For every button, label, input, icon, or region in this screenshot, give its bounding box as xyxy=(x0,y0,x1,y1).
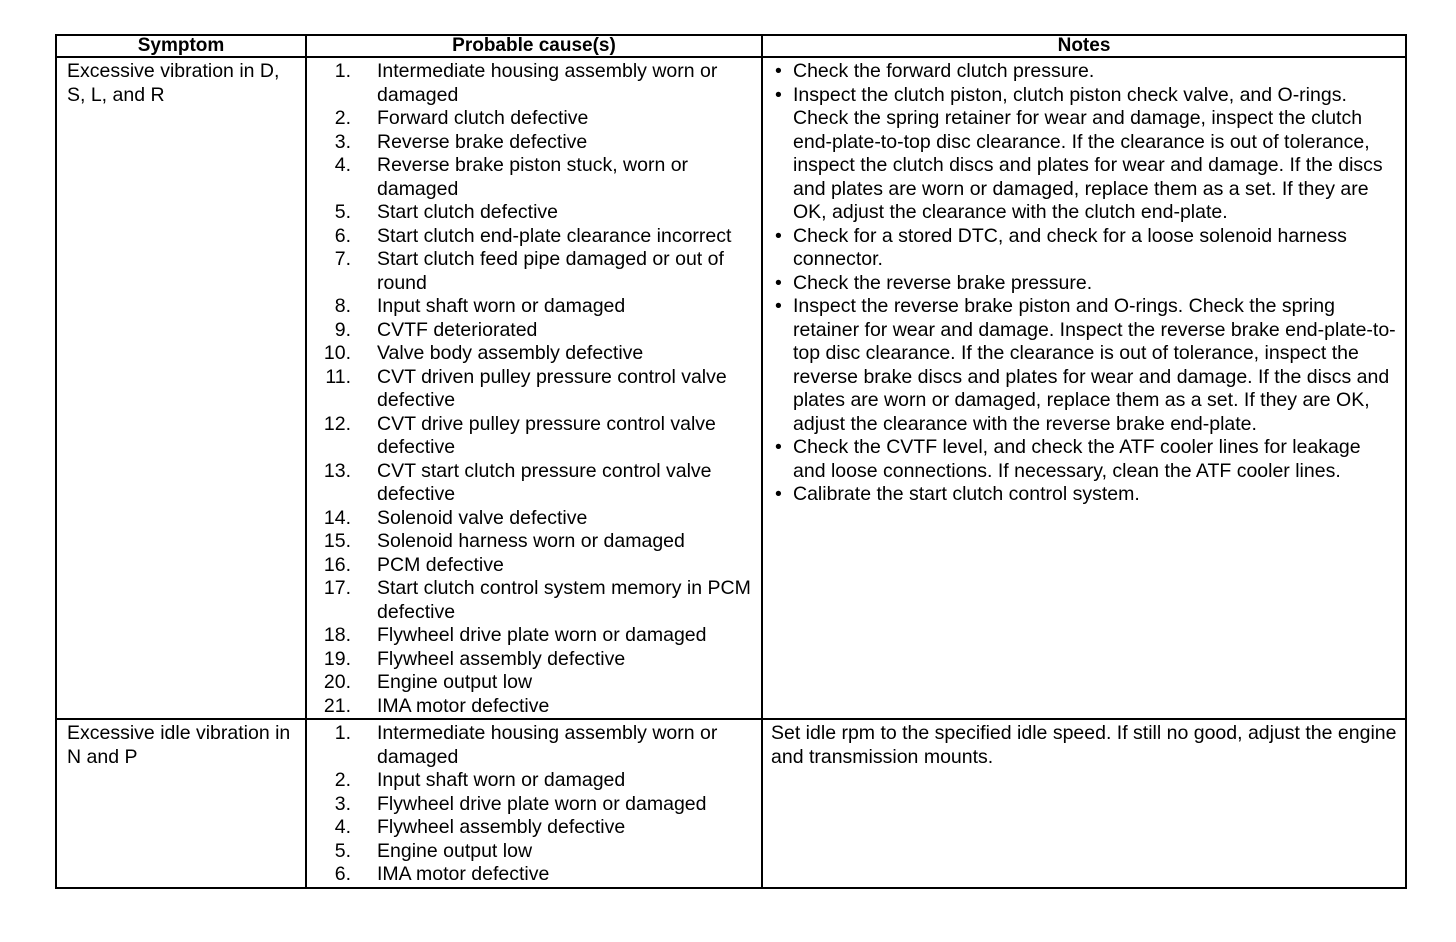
bullet-icon: • xyxy=(775,271,782,294)
cause-text: Valve body assembly defective xyxy=(377,342,644,364)
cause-number: 11. xyxy=(325,365,351,388)
header-notes: Notes xyxy=(762,35,1406,57)
cause-item xyxy=(307,554,753,578)
causes-list xyxy=(307,60,753,718)
cause-number: 16. xyxy=(323,553,351,576)
cause-text: Engine output low xyxy=(377,671,533,693)
cause-item xyxy=(307,342,753,366)
note-text: Check the reverse brake pressure. xyxy=(793,271,1093,294)
cause-number: 13. xyxy=(323,459,351,482)
cause-text: IMA motor defective xyxy=(377,863,550,885)
cause-text: Intermediate housing assembly worn or damaged xyxy=(377,722,718,768)
cause-item xyxy=(307,507,753,531)
cause-number: 20. xyxy=(323,671,351,693)
cause-number: 6. xyxy=(334,863,351,885)
cause-item xyxy=(307,648,753,672)
cause-item xyxy=(307,624,753,648)
cause-text: Reverse brake defective xyxy=(377,130,588,153)
cause-text: Solenoid harness worn or damaged xyxy=(377,530,685,552)
cause-text: Flywheel drive plate worn or damaged xyxy=(377,624,707,646)
cause-number: 5. xyxy=(334,201,351,223)
cause-text: IMA motor defective xyxy=(377,694,550,717)
cause-number: 15. xyxy=(323,530,351,552)
bullet-icon: • xyxy=(775,83,782,106)
cause-text: Flywheel assembly defective xyxy=(377,647,626,670)
cause-item xyxy=(307,225,753,249)
cause-number: 18. xyxy=(323,624,351,646)
header-symptom: Symptom xyxy=(56,35,306,57)
bullet-icon: • xyxy=(775,295,782,317)
bullet-icon: • xyxy=(775,436,782,458)
causes-cell xyxy=(306,57,762,719)
cause-number: 12. xyxy=(323,412,351,435)
header-row xyxy=(56,35,1406,57)
cause-number: 1. xyxy=(334,60,351,82)
note-text: Calibrate the start clutch control system. xyxy=(793,483,1140,505)
cause-text: Input shaft worn or damaged xyxy=(377,769,626,791)
cause-item xyxy=(307,201,753,225)
cause-item xyxy=(307,840,753,864)
cause-number: 3. xyxy=(334,130,351,153)
cause-number: 8. xyxy=(334,295,351,317)
cause-text: Flywheel assembly defective xyxy=(377,816,626,838)
cause-number: 2. xyxy=(334,107,351,129)
cause-item xyxy=(307,366,753,413)
note-text: Inspect the reverse brake piston and O-rings. Check the spring retainer for wear and damage. Inspect the reverse brake end-plate-to-top disc clearance. If the clearance is out of tolerance, inspect the reverse brake discs and plates for wear and damage. If the discs and plates are worn or damaged, replace them as a set. If they are OK, adjust the clearance with the reverse brake end-plate. xyxy=(793,295,1396,435)
note-item xyxy=(771,295,1397,436)
cause-item xyxy=(307,577,753,624)
cause-text: CVT start clutch pressure control valve defective xyxy=(377,459,712,505)
cause-text: Start clutch end-plate clearance incorrect xyxy=(377,224,732,247)
cause-item xyxy=(307,319,753,343)
cause-text: Engine output low xyxy=(377,839,533,862)
note-text: Set idle rpm to the specified idle speed. If still no good, adjust the engine and transmission mounts. xyxy=(771,722,1397,768)
note-item xyxy=(771,84,1397,225)
cause-number: 6. xyxy=(334,224,351,247)
cause-item xyxy=(307,413,753,460)
cause-number: 4. xyxy=(334,154,351,176)
cause-text: CVT driven pulley pressure control valve defective xyxy=(377,365,727,411)
cause-text: Intermediate housing assembly worn or damaged xyxy=(377,60,718,106)
table-row xyxy=(56,719,1406,888)
cause-item xyxy=(307,295,753,319)
note-text: Check the forward clutch pressure. xyxy=(793,60,1095,82)
cause-item xyxy=(307,460,753,507)
note-item xyxy=(771,225,1397,272)
header-probable-causes: Probable cause(s) xyxy=(306,35,762,57)
symptom-cell: Excessive idle vibration in N and P xyxy=(56,719,306,888)
cause-text: Start clutch feed pipe damaged or out of round xyxy=(377,248,724,294)
bullet-icon: • xyxy=(775,60,782,82)
cause-text: Solenoid valve defective xyxy=(377,506,588,529)
causes-list xyxy=(307,722,753,887)
cause-item xyxy=(307,107,753,131)
cause-text: Start clutch defective xyxy=(377,201,559,223)
cause-item xyxy=(307,769,753,793)
cause-text: Reverse brake piston stuck, worn or damaged xyxy=(377,154,689,200)
notes-cell xyxy=(762,57,1406,719)
note-item xyxy=(771,60,1397,84)
cause-item xyxy=(307,248,753,295)
cause-item xyxy=(307,793,753,817)
note-text: Inspect the clutch piston, clutch piston check valve, and O-rings. Check the spring retainer for wear and damage, inspect the clutch end-plate-to-top disc clearance. If the clearance is out of tolerance, inspect the clutch discs and plates for wear and damage. If the discs and plates are worn or damaged, replace them as a set. If they are OK, adjust the clearance with the clutch end-plate. xyxy=(793,83,1383,223)
cause-number: 4. xyxy=(334,816,351,838)
note-item xyxy=(771,483,1397,507)
troubleshooting-table xyxy=(55,34,1407,889)
cause-number: 17. xyxy=(323,577,351,599)
notes-list xyxy=(771,60,1397,507)
cause-number: 9. xyxy=(334,318,351,341)
bullet-icon: • xyxy=(775,483,782,505)
cause-item xyxy=(307,131,753,155)
cause-number: 5. xyxy=(334,839,351,862)
note-item xyxy=(771,272,1397,296)
cause-number: 2. xyxy=(334,769,351,791)
note-item xyxy=(771,436,1397,483)
cause-number: 10. xyxy=(323,342,351,364)
note-text: Check for a stored DTC, and check for a loose solenoid harness connector. xyxy=(793,224,1347,270)
cause-text: Flywheel drive plate worn or damaged xyxy=(377,792,707,815)
cause-item xyxy=(307,816,753,840)
cause-text: Start clutch control system memory in PCM defective xyxy=(377,577,751,623)
causes-cell xyxy=(306,719,762,888)
cause-number: 14. xyxy=(323,506,351,529)
cause-text: Forward clutch defective xyxy=(377,107,589,129)
cause-number: 21. xyxy=(323,694,351,717)
cause-item xyxy=(307,530,753,554)
cause-text: Input shaft worn or damaged xyxy=(377,295,626,317)
notes-cell xyxy=(762,719,1406,888)
cause-text: CVTF deteriorated xyxy=(377,318,538,341)
cause-text: PCM defective xyxy=(377,553,504,576)
bullet-icon: • xyxy=(775,224,782,247)
cause-number: 3. xyxy=(334,792,351,815)
cause-number: 19. xyxy=(323,647,351,670)
cause-item xyxy=(307,695,753,719)
note-text: Check the CVTF level, and check the ATF cooler lines for leakage and loose connections. If necessary, clean the ATF cooler lines. xyxy=(793,436,1361,482)
cause-item xyxy=(307,863,753,887)
cause-item xyxy=(307,154,753,201)
cause-item xyxy=(307,722,753,769)
cause-number: 7. xyxy=(334,248,351,270)
symptom-cell: Excessive vibration in D, S, L, and R xyxy=(56,57,306,719)
table-row xyxy=(56,57,1406,719)
cause-text: CVT drive pulley pressure control valve defective xyxy=(377,412,716,458)
cause-number: 1. xyxy=(334,722,351,744)
cause-item xyxy=(307,671,753,695)
cause-item xyxy=(307,60,753,107)
